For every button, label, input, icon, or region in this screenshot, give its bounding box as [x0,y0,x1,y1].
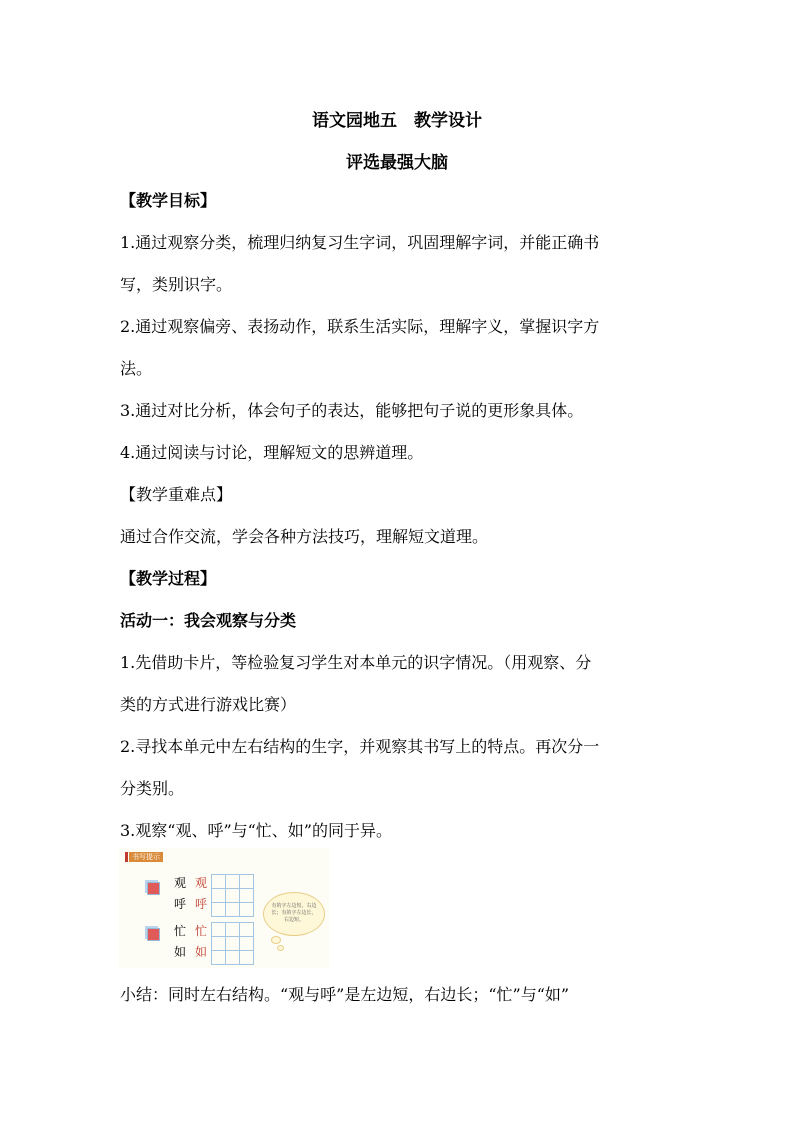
color-swatch [147,882,160,895]
text-line: 法。 [120,359,153,378]
summary-line: 小结：同时左右结构。“观与呼”是左边短，右边长；“忙”与“如” [120,985,570,1004]
text-line: 1.通过观察分类，梳理归纳复习生字词，巩固理解字词，并能正确书 [120,233,600,252]
char-hu: 呼 [173,897,186,911]
color-swatch [147,928,160,941]
text-line: 类的方式进行游戏比赛） [120,695,297,714]
char-ru-red: 如 [194,945,207,959]
document-title: 语文园地五 教学设计 [312,111,482,131]
practice-grid-2 [211,922,254,965]
char-mang: 忙 [173,924,186,938]
text-line: 写，类别识字。 [120,275,233,294]
char-guan: 观 [173,876,186,890]
text-line: 1.先借助卡片，等检验复习学生对本单元的识字情况。（用观察、分 [120,653,592,672]
text-line: 3.观察“观、呼”与“忙、如”的同于异。 [120,821,392,840]
text-line: 【教学目标】 [120,191,217,210]
document-subtitle: 评选最强大脑 [346,153,448,173]
char-guan-red: 观 [194,876,207,890]
text-line: 活动一：我会观察与分类 [120,611,297,630]
practice-grid-1 [211,874,254,917]
bubble-dot [277,945,284,951]
char-hu-red: 呼 [194,897,207,911]
text-line: 通过合作交流，学会各种方法技巧，理解短文道理。 [120,527,489,546]
char-ru: 如 [173,945,186,959]
text-line: 4.通过阅读与讨论，理解短文的思辨道理。 [120,443,424,462]
text-line: 3.通过对比分析，体会句子的表达，能够把句子说的更形象具体。 [120,401,584,420]
writing-tip-tag: 书写提示 [129,852,163,862]
text-line: 【教学过程】 [120,569,217,588]
tag-marker [125,852,128,862]
char-mang-red: 忙 [194,924,207,938]
writing-tip-image [119,848,329,968]
text-line: 分类别。 [120,779,185,798]
speech-bubble-text: 有的字左边短，右边长；有的字左边长，右边短。 [271,903,317,923]
text-line: 2.通过观察偏旁、表扬动作，联系生活实际，理解字义，掌握识字方 [120,317,600,336]
bubble-dot [271,936,281,944]
text-line: 【教学重难点】 [120,485,233,504]
text-line: 2.寻找本单元中左右结构的生字，并观察其书写上的特点。再次分一 [120,737,600,756]
